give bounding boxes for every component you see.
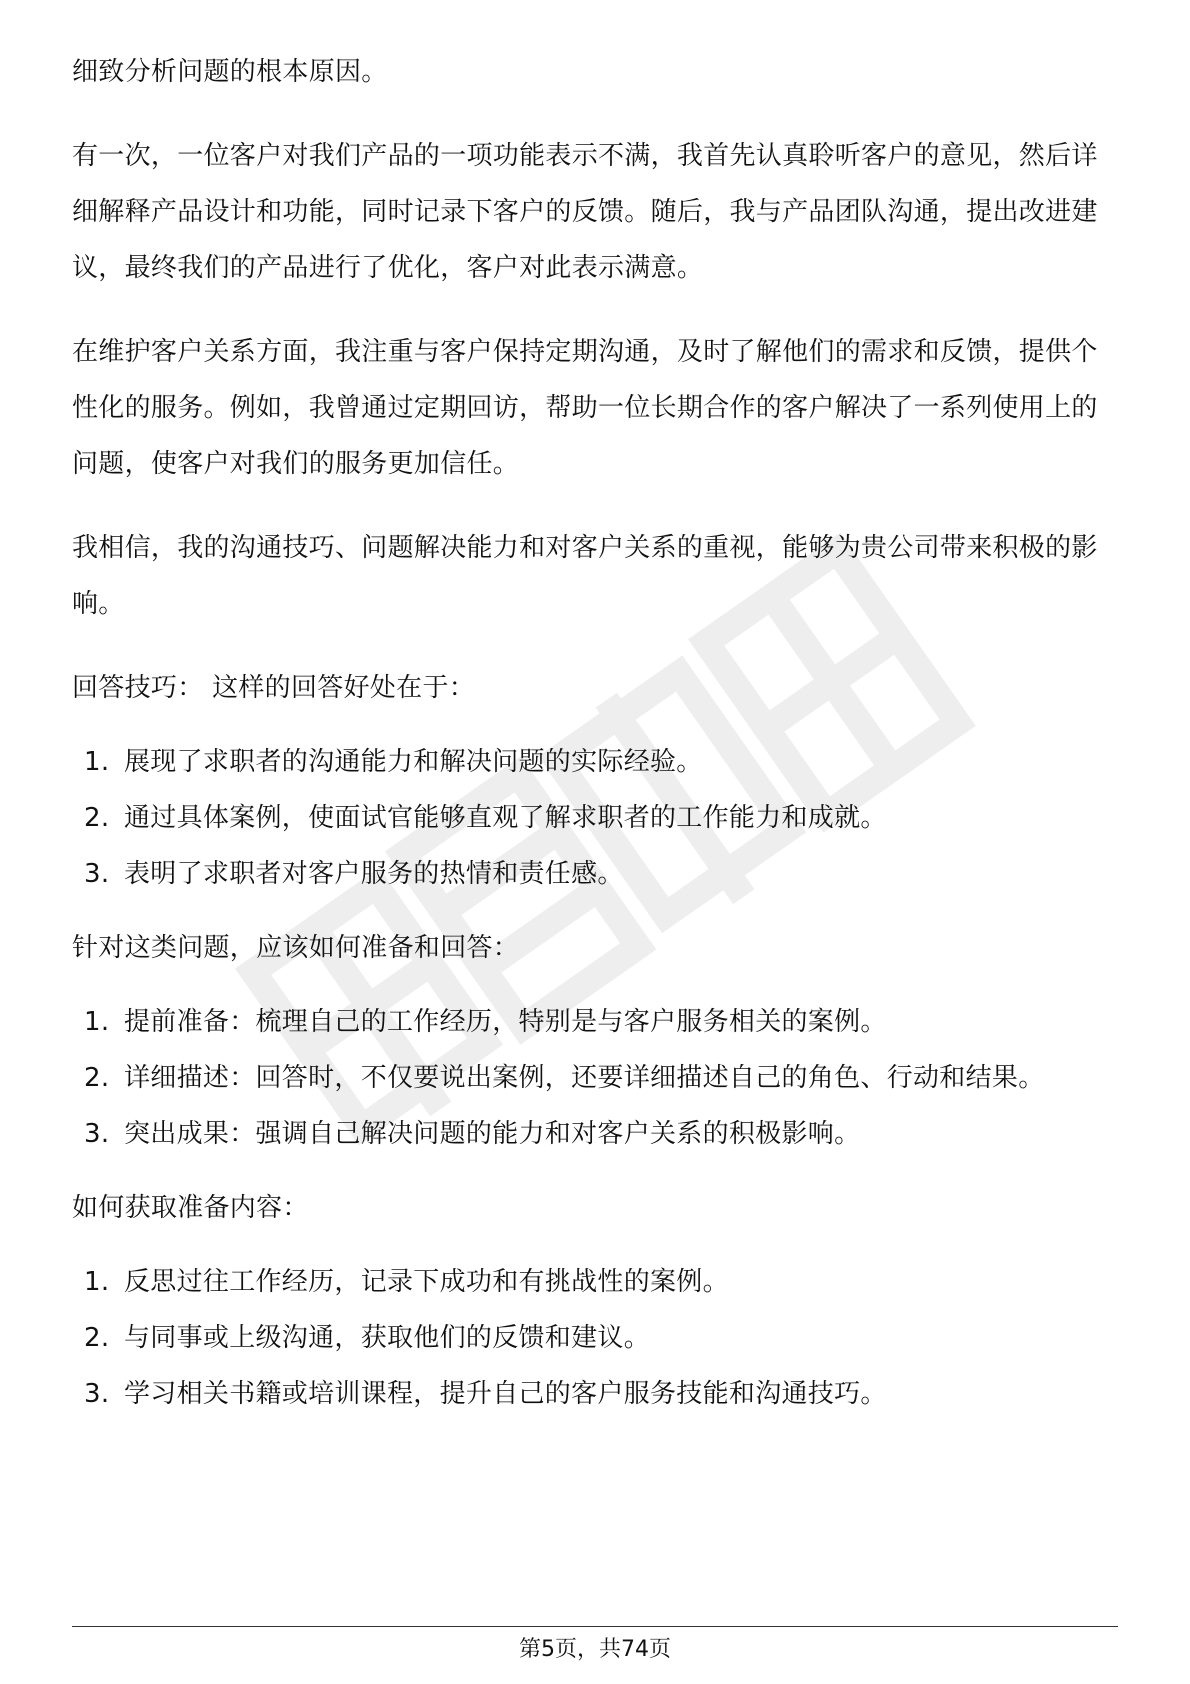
- obtain-list: [72, 1254, 1122, 1422]
- document-body: [72, 44, 1122, 1440]
- tips-list: [72, 734, 1122, 902]
- page-number: 第5页，共74页: [519, 1637, 671, 1662]
- list-item: 1. 展现了求职者的沟通能力和解决问题的实际经验。: [84, 747, 703, 777]
- prepare-list: [72, 994, 1122, 1162]
- prepare-heading: 针对这类问题，应该如何准备和回答：: [72, 933, 520, 963]
- list-item: 1. 提前准备：梳理自己的工作经历，特别是与客户服务相关的案例。: [84, 1007, 887, 1037]
- list-item: 3. 突出成果：强调自己解决问题的能力和对客户关系的积极影响。: [84, 1119, 861, 1149]
- paragraph-customer-case: 有一次，一位客户对我们产品的一项功能表示不满，我首先认真聆听客户的意见，然后详细解释产品设计和功能，同时记录下客户的反馈。随后，我与产品团队沟通，提出改进建议，最终我们的产品进行了优化，客户对此表示满意。: [72, 141, 1098, 283]
- paragraph-conclusion: 我相信，我的沟通技巧、问题解决能力和对客户关系的重视，能够为贵公司带来积极的影响。: [72, 533, 1098, 619]
- list-item: 3. 学习相关书籍或培训课程，提升自己的客户服务技能和沟通技巧。: [84, 1379, 887, 1409]
- list-item: 2. 详细描述：回答时，不仅要说出案例，还要详细描述自己的角色、行动和结果。: [84, 1063, 1045, 1093]
- list-item: 3. 表明了求职者对客户服务的热情和责任感。: [84, 859, 624, 889]
- obtain-heading: 如何获取准备内容：: [72, 1193, 309, 1223]
- list-item: 2. 通过具体案例，使面试官能够直观了解求职者的工作能力和成就。: [84, 803, 887, 833]
- footer-divider: [72, 1626, 1118, 1627]
- paragraph-relationship: 在维护客户关系方面，我注重与客户保持定期沟通，及时了解他们的需求和反馈，提供个性化的服务。例如，我曾通过定期回访，帮助一位长期合作的客户解决了一系列使用上的问题，使客户对我们的服务更加信任。: [72, 337, 1098, 479]
- tips-heading: 回答技巧： 这样的回答好处在于：: [72, 673, 476, 703]
- paragraph-root-cause: 细致分析问题的根本原因。: [72, 57, 388, 87]
- list-item: 1. 反思过往工作经历，记录下成功和有挑战性的案例。: [84, 1267, 729, 1297]
- list-item: 2. 与同事或上级沟通，获取他们的反馈和建议。: [84, 1323, 651, 1353]
